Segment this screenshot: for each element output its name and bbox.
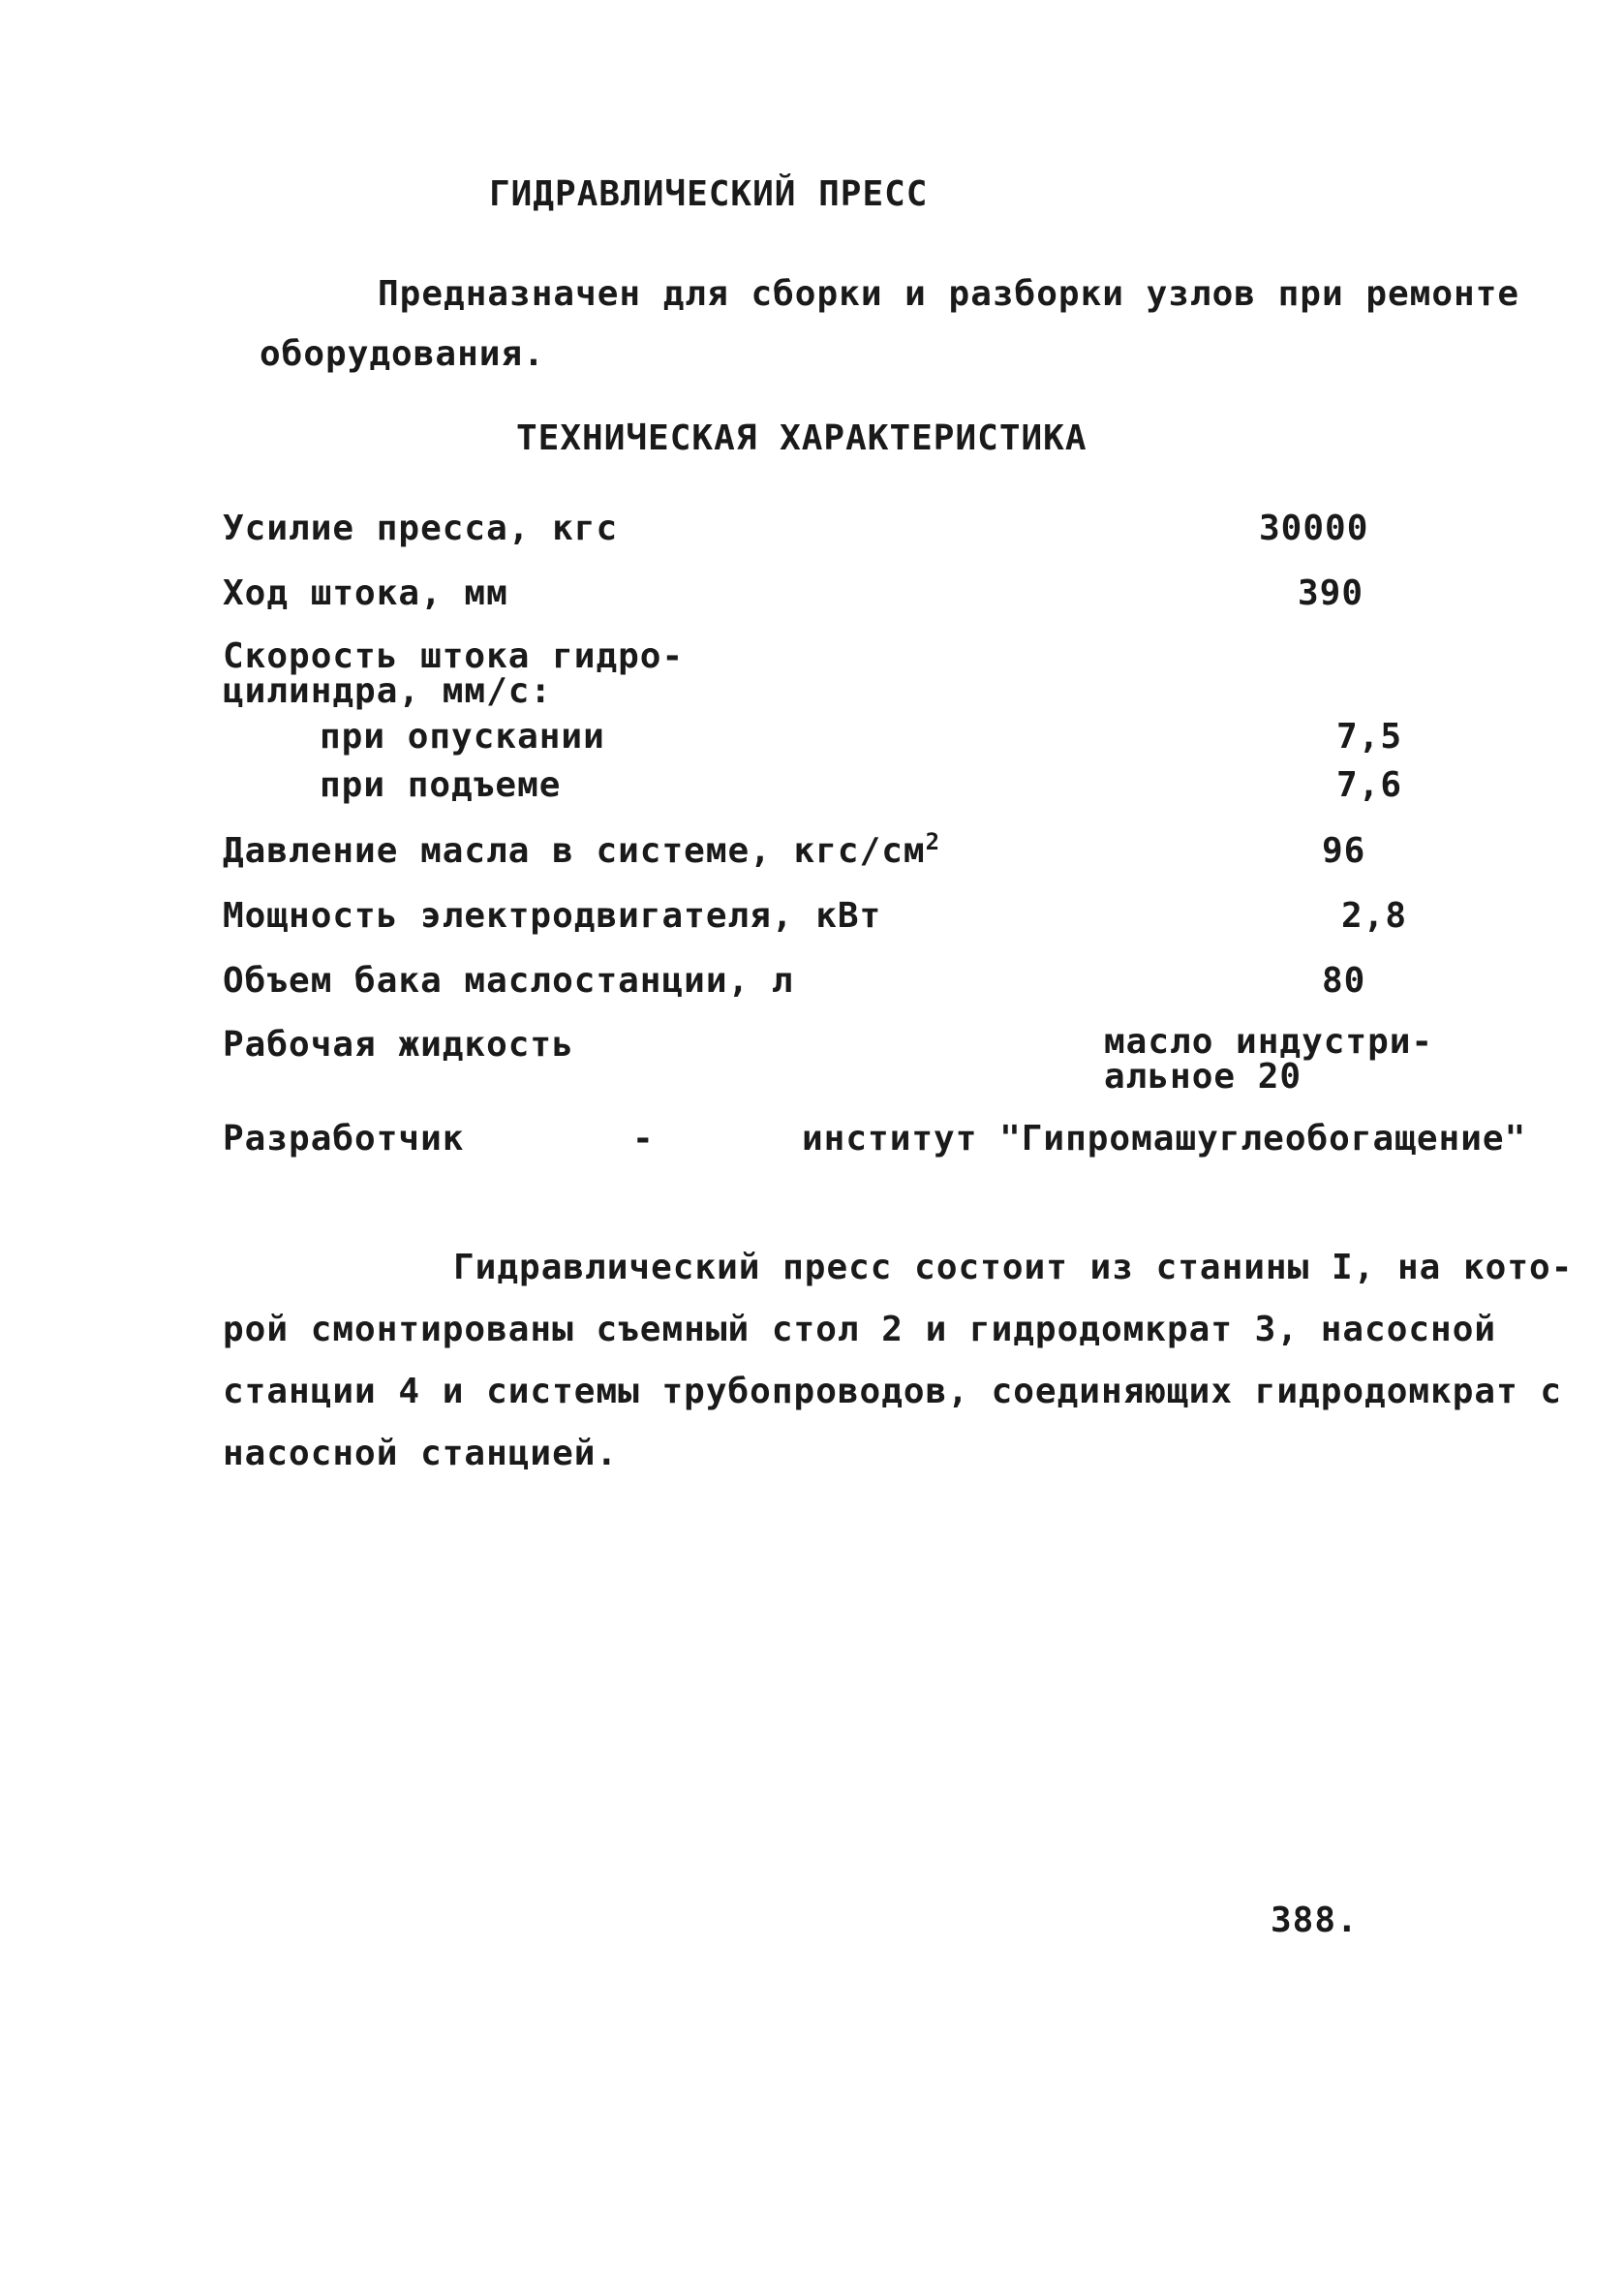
spec-pressure-unit-superscript: 2: [925, 828, 941, 855]
purpose-line-2: оборудования.: [260, 334, 545, 374]
spec-speed-lifting-value: 7,6: [1336, 765, 1403, 805]
spec-power-value: 2,8: [1341, 896, 1408, 936]
spec-stroke-value: 390: [1298, 573, 1364, 613]
description-line-4: насосной станцией.: [223, 1434, 619, 1473]
page-number: 388.: [1271, 1901, 1359, 1940]
spec-heading: ТЕХНИЧЕСКАЯ ХАРАКТЕРИСТИКА: [516, 418, 1088, 458]
developer-value: институт "Гипромашуглеобогащение": [802, 1119, 1527, 1159]
document-title: ГИДРАВЛИЧЕСКИЙ ПРЕСС: [489, 174, 929, 214]
spec-speed-label: Скорость штока гидро- цилиндра, мм/с:: [223, 636, 685, 711]
spec-fluid-value: масло индустри- альное 20: [1104, 1022, 1434, 1097]
spec-pressure-value: 96: [1322, 831, 1366, 871]
purpose-line-1: Предназначен для сборки и разборки узлов при ремонте: [378, 274, 1520, 314]
developer-dash: -: [632, 1119, 655, 1159]
spec-fluid-label: Рабочая жидкость: [223, 1025, 574, 1065]
spec-pressure-label-text: Давление масла в системе, кгс/см: [223, 831, 926, 871]
spec-speed-lowering-label: при опускании: [320, 717, 605, 757]
description-line-2: рой смонтированы съемный стол 2 и гидродомкрат 3, насосной: [223, 1310, 1497, 1349]
spec-stroke-label: Ход штока, мм: [223, 573, 508, 613]
description-line-3: станции 4 и системы трубопроводов, соединяющих гидродомкрат с: [223, 1372, 1563, 1411]
spec-tank-value: 80: [1322, 961, 1366, 1001]
spec-pressure-label: [223, 828, 941, 871]
spec-force-value: 30000: [1259, 509, 1369, 548]
spec-speed-lifting-label: при подъеме: [320, 765, 562, 805]
spec-power-label: Мощность электродвигателя, кВт: [223, 896, 882, 936]
spec-speed-lowering-value: 7,5: [1336, 717, 1403, 757]
developer-label: Разработчик: [223, 1119, 465, 1159]
spec-force-label: Усилие пресса, кгс: [223, 509, 619, 548]
spec-tank-label: Объем бака маслостанции, л: [223, 961, 794, 1001]
description-line-1: Гидравлический пресс состоит из станины I, на кото-: [453, 1248, 1574, 1287]
